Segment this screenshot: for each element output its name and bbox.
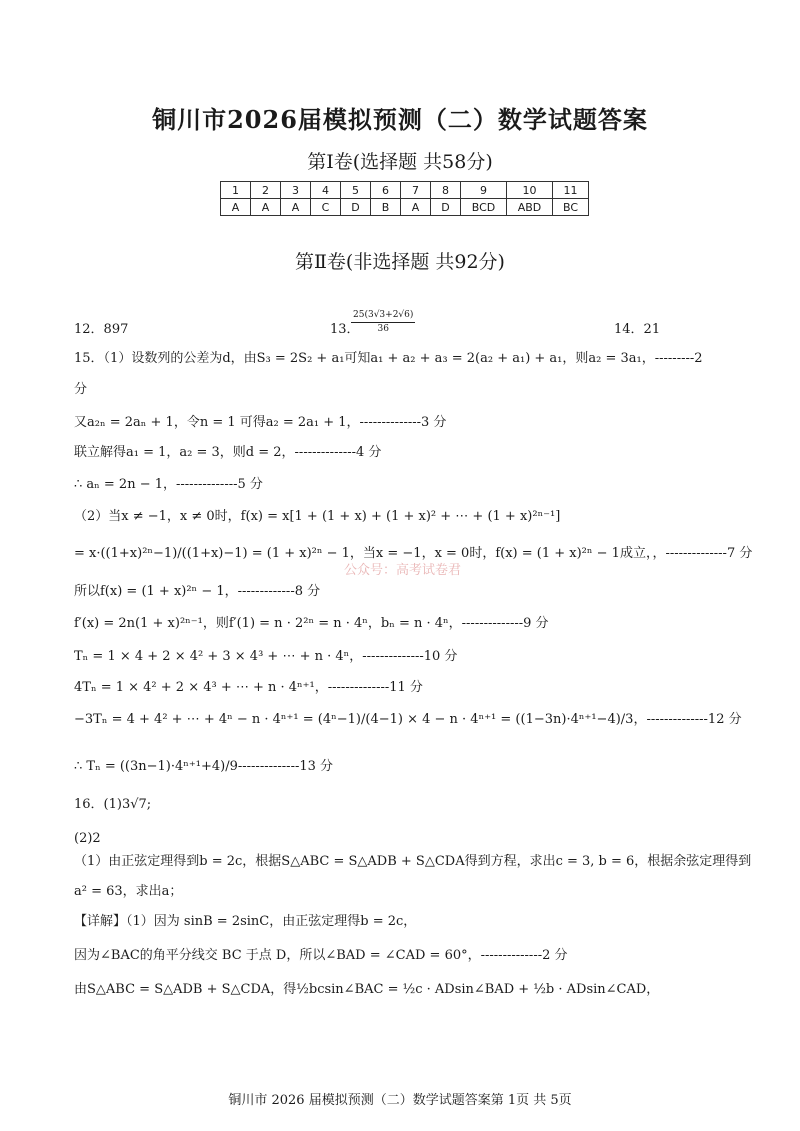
solution-line: （1）由正弦定理得到b = 2c，根据S△ABC = S△ADB + S△CDA得到方程，求出c = 3, b = 6，根据余弦定理得到 [74, 854, 752, 869]
answer-cell: ABD [507, 199, 553, 216]
answer-cell: B [371, 199, 401, 216]
q13-label: 13． [330, 322, 360, 337]
answer-table-answer-row [221, 199, 589, 216]
q13-fraction [351, 309, 415, 336]
solution-line: 又a₂ₙ = 2aₙ + 1，令n = 1 可得a₂ = 2a₁ + 1，--------------3 分 [74, 415, 447, 430]
solution-line: = x·((1+x)²ⁿ−1)/((1+x)−1) = (1 + x)²ⁿ − 1，当x = −1，x = 0时，f(x) = (1 + x)²ⁿ − 1成立，，--------------7 分 [74, 546, 753, 561]
question-number-cell: 4 [311, 182, 341, 199]
solution-line: 16．(1)3√7; [74, 797, 152, 812]
solution-line: 分 [74, 382, 88, 397]
q14-answer: 14．21 [614, 322, 661, 337]
solution-line: （2）当x ≠ −1，x ≠ 0时，f(x) = x[1 + (1 + x) + (1 + x)² + ⋯ + (1 + x)²ⁿ⁻¹] [74, 509, 561, 524]
solution-line: 【详解】（1）因为 sinB = 2sinC，由正弦定理得b = 2c， [74, 914, 417, 929]
question-number-cell: 11 [553, 182, 589, 199]
question-number-cell: 2 [251, 182, 281, 199]
answer-cell: A [281, 199, 311, 216]
answer-table [220, 181, 589, 216]
solution-line: a² = 63，求出a； [74, 884, 183, 899]
question-number-cell: 5 [341, 182, 371, 199]
solution-line: (2)2 [74, 831, 101, 846]
solution-line: ∴ Tₙ = ((3n−1)·4ⁿ⁺¹+4)/9--------------13 分 [74, 759, 334, 774]
answer-cell: A [221, 199, 251, 216]
q12-answer: 12．897 [74, 322, 129, 337]
answer-cell: BCD [461, 199, 507, 216]
solution-line: Tₙ = 1 × 4 + 2 × 4² + 3 × 4³ + ⋯ + n · 4ⁿ，--------------10 分 [74, 649, 458, 664]
answer-cell: A [251, 199, 281, 216]
solution-line: 由S△ABC = S△ADB + S△CDA，得½bcsin∠BAC = ½c · ADsin∠BAD + ½b · ADsin∠CAD， [74, 982, 660, 997]
solution-line: 所以f(x) = (1 + x)²ⁿ − 1，-------------8 分 [74, 584, 321, 599]
question-number-cell: 6 [371, 182, 401, 199]
solution-line: −3Tₙ = 4 + 4² + ⋯ + 4ⁿ − n · 4ⁿ⁺¹ = (4ⁿ−1)/(4−1) × 4 − n · 4ⁿ⁺¹ = ((1−3n)·4ⁿ⁺¹−4)/3，--------------12 分 [74, 712, 742, 727]
question-number-cell: 9 [461, 182, 507, 199]
section-2-title: 第Ⅱ卷(非选择题 共92分) [295, 251, 505, 273]
question-number-cell: 7 [401, 182, 431, 199]
q13-denominator: 36 [377, 324, 389, 334]
solution-line: 15．（1）设数列的公差为d，由S₃ = 2S₂ + a₁可知a₁ + a₂ + a₃ = 2(a₂ + a₁) + a₁，则a₂ = 3a₁，---------2 [74, 351, 703, 366]
watermark: 公众号：高考试卷君 [344, 563, 462, 578]
answer-cell: BC [553, 199, 589, 216]
solution-line: 联立解得a₁ = 1，a₂ = 3，则d = 2，--------------4 分 [74, 445, 382, 460]
q13-numerator: 25(3√3+2√6) [351, 309, 415, 323]
answer-cell: C [311, 199, 341, 216]
document-title: 铜川市2026届模拟预测（二）数学试题答案 [152, 105, 648, 134]
page-footer: 铜川市 2026 届模拟预测（二）数学试题答案第 1页 共 5页 [228, 1093, 572, 1108]
solution-line: ∴ aₙ = 2n − 1，--------------5 分 [74, 477, 263, 492]
solution-line: 因为∠BAC的角平分线交 BC 于点 D，所以∠BAD = ∠CAD = 60°，--------------2 分 [74, 948, 568, 963]
answer-table-number-row [221, 182, 589, 199]
section-1-title: 第Ⅰ卷(选择题 共58分) [307, 151, 493, 173]
question-number-cell: 1 [221, 182, 251, 199]
answer-cell: A [401, 199, 431, 216]
answer-cell: D [431, 199, 461, 216]
solution-line: f′(x) = 2n(1 + x)²ⁿ⁻¹，则f′(1) = n · 2²ⁿ = n · 4ⁿ，bₙ = n · 4ⁿ，--------------9 分 [74, 616, 549, 631]
answer-cell: D [341, 199, 371, 216]
question-number-cell: 3 [281, 182, 311, 199]
question-number-cell: 8 [431, 182, 461, 199]
solution-line: 4Tₙ = 1 × 4² + 2 × 4³ + ⋯ + n · 4ⁿ⁺¹，--------------11 分 [74, 680, 423, 695]
question-number-cell: 10 [507, 182, 553, 199]
